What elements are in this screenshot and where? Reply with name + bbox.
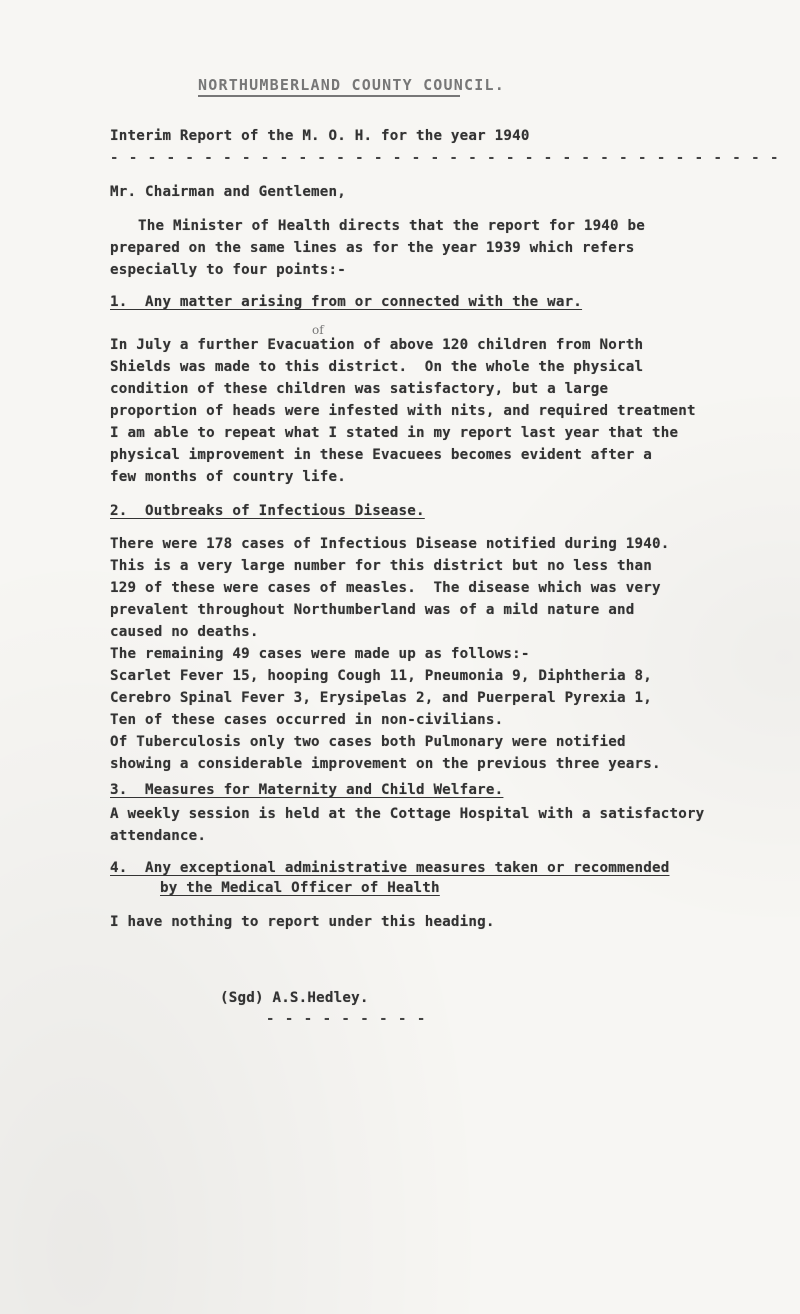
section-1-line: In July a further Evacuation of above 120 children from North <box>110 337 644 353</box>
section-2-line: showing a considerable improvement on the previous three years. <box>110 756 661 772</box>
section-2-line: caused no deaths. <box>110 624 259 640</box>
section-3-heading: 3. Measures for Maternity and Child Welfare. <box>110 782 504 798</box>
report-subtitle: Interim Report of the M. O. H. for the year 1940 <box>110 128 530 144</box>
intro-line: especially to four points:- <box>110 262 347 278</box>
section-3-line: A weekly session is held at the Cottage Hospital with a satisfactory <box>110 806 705 822</box>
section-2-line: prevalent throughout Northumberland was of a mild nature and <box>110 602 635 618</box>
subtitle-dash-rule: - - - - - - - - - - - - - - - - - - - - - - - - - - - - - - - - - - - - <box>110 150 780 166</box>
section-1-line: few months of country life. <box>110 469 347 485</box>
section-2-heading: 2. Outbreaks of Infectious Disease. <box>110 503 425 519</box>
section-3-line: attendance. <box>110 828 207 844</box>
document-header-title: NORTHUMBERLAND COUNTY COUNCIL. <box>198 76 505 94</box>
section-2-line: This is a very large number for this district but no less than <box>110 558 652 574</box>
section-1-line: physical improvement in these Evacuees becomes evident after a <box>110 447 652 463</box>
section-2-line: Of Tuberculosis only two cases both Pulmonary were notified <box>110 734 626 750</box>
section-2-line: 129 of these were cases of measles. The disease which was very <box>110 580 661 596</box>
section-2-line: Cerebro Spinal Fever 3, Erysipelas 2, and Puerperal Pyrexia 1, <box>110 690 652 706</box>
section-1-line: Shields was made to this district. On the whole the physical <box>110 359 644 375</box>
section-1-line: I am able to repeat what I stated in my report last year that the <box>110 425 679 441</box>
handwritten-annotation: of <box>312 323 324 337</box>
salutation: Mr. Chairman and Gentlemen, <box>110 184 347 200</box>
section-2-line: The remaining 49 cases were made up as follows:- <box>110 646 530 662</box>
signature-dash-rule: - - - - - - - - - <box>266 1011 427 1027</box>
section-2-line: Scarlet Fever 15, hooping Cough 11, Pneumonia 9, Diphtheria 8, <box>110 668 652 684</box>
intro-line: prepared on the same lines as for the year 1939 which refers <box>110 240 635 256</box>
section-1-heading: 1. Any matter arising from or connected with the war. <box>110 294 583 310</box>
section-4-heading: 4. Any exceptional administrative measures taken or recommended <box>110 860 670 876</box>
section-2-line: There were 178 cases of Infectious Disease notified during 1940. <box>110 536 670 552</box>
section-4-heading-continued: by the Medical Officer of Health <box>160 880 440 896</box>
section-1-line: condition of these children was satisfactory, but a large <box>110 381 609 397</box>
signature: (Sgd) A.S.Hedley. <box>220 990 369 1006</box>
section-4-line: I have nothing to report under this heading. <box>110 914 495 930</box>
section-2-line: Ten of these cases occurred in non-civilians. <box>110 712 504 728</box>
section-1-line: proportion of heads were infested with nits, and required treatment <box>110 403 696 419</box>
title-underline <box>198 95 460 97</box>
intro-line: The Minister of Health directs that the report for 1940 be <box>138 218 646 234</box>
